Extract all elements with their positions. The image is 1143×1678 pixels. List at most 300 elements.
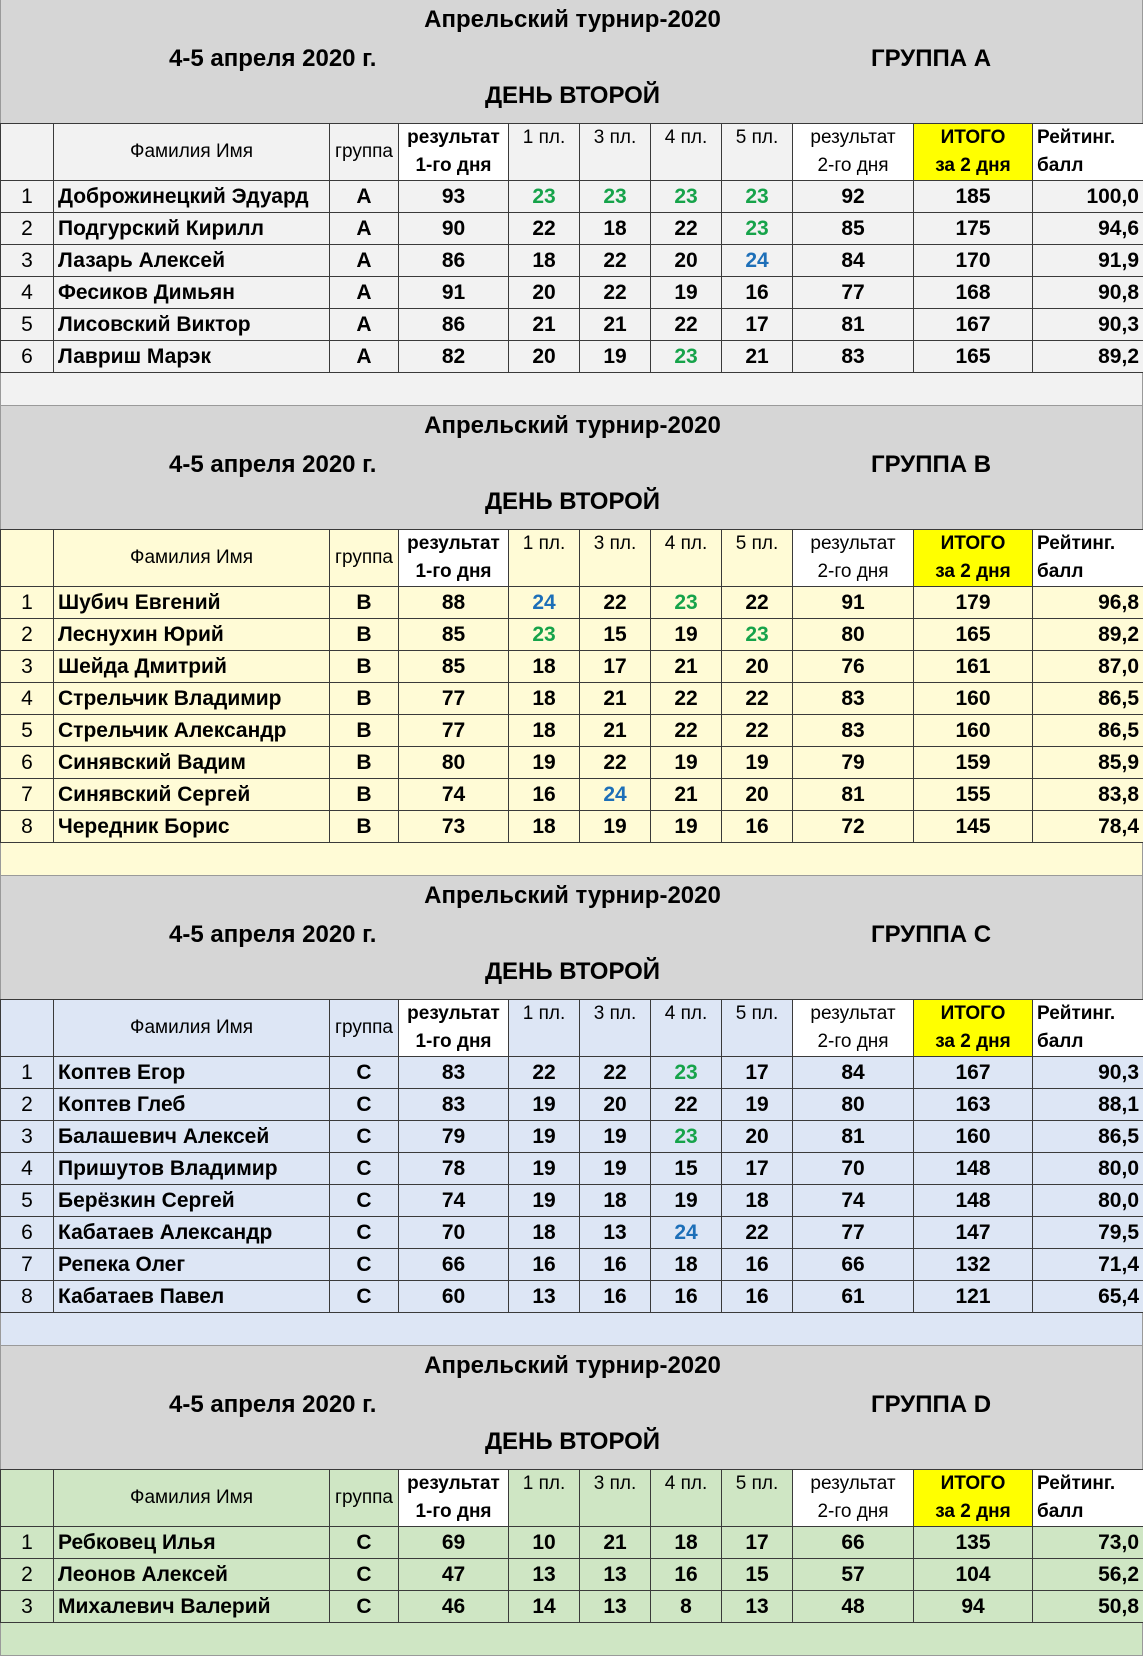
- row-index: 1: [1, 1527, 54, 1559]
- header-p1: [509, 1000, 580, 1057]
- day2-result: 57: [793, 1559, 914, 1591]
- player-group: С: [330, 1527, 399, 1559]
- header-index: [1, 124, 54, 181]
- header-p5: [722, 530, 793, 587]
- rating-score: 94,6: [1033, 213, 1143, 245]
- rating-score: 86,5: [1033, 1121, 1143, 1153]
- header-name: [54, 1470, 330, 1527]
- player-group: B: [330, 747, 399, 779]
- header-group-text: группа: [335, 547, 393, 568]
- group-label: ГРУППА С: [871, 921, 992, 948]
- tournament-title: Апрельский турнир-2020: [424, 6, 721, 33]
- place5-score: 19: [722, 747, 793, 779]
- day2-result: 74: [793, 1185, 914, 1217]
- table-row: [1, 619, 1143, 651]
- table-row: [1, 779, 1143, 811]
- header-total-line1: ИТОГО: [940, 1003, 1006, 1024]
- header-day2-line2: 2-го дня: [817, 1501, 889, 1522]
- player-group: С: [330, 1185, 399, 1217]
- header-group: [330, 124, 399, 181]
- place3-score: 21: [580, 715, 651, 747]
- place5-score: 22: [722, 683, 793, 715]
- row-index: 7: [1, 779, 54, 811]
- day1-result: 93: [399, 181, 509, 213]
- player-group: А: [330, 213, 399, 245]
- place1-score: 13: [509, 1281, 580, 1313]
- day-label: ДЕНЬ ВТОРОЙ: [484, 958, 661, 985]
- row-index: 7: [1, 1249, 54, 1281]
- place4-score: 18: [651, 1527, 722, 1559]
- header-p4: [651, 530, 722, 587]
- header-p4-text: 4 пл.: [664, 127, 708, 148]
- header-day1-line2: 1-го дня: [415, 1501, 492, 1522]
- header-p1: [509, 124, 580, 181]
- table-header-row: [1, 124, 1143, 181]
- header-rating-line2: балл: [1037, 561, 1084, 582]
- day1-result: 90: [399, 213, 509, 245]
- header-p1-text: 1 пл.: [522, 127, 566, 148]
- total-score: 165: [914, 341, 1033, 373]
- table-row: [1, 1089, 1143, 1121]
- place1-score: 19: [509, 1121, 580, 1153]
- place1-score: 22: [509, 213, 580, 245]
- row-index: 4: [1, 277, 54, 309]
- header-day1: [399, 530, 509, 587]
- group-section-1: [0, 0, 1143, 406]
- header-p1: [509, 530, 580, 587]
- place4-score: 22: [651, 1089, 722, 1121]
- place5-score: 22: [722, 1217, 793, 1249]
- rating-score: 88,1: [1033, 1089, 1143, 1121]
- place3-score: 16: [580, 1249, 651, 1281]
- rating-score: 89,2: [1033, 619, 1143, 651]
- total-score: 104: [914, 1559, 1033, 1591]
- place3-score: 16: [580, 1281, 651, 1313]
- rating-score: 85,9: [1033, 747, 1143, 779]
- player-group: B: [330, 715, 399, 747]
- place3-score: 20: [580, 1089, 651, 1121]
- place1-score: 19: [509, 1153, 580, 1185]
- place1-score: 19: [509, 1185, 580, 1217]
- place3-score: 19: [580, 341, 651, 373]
- header-total: [914, 1470, 1033, 1527]
- player-name: Кабатаев Александр: [54, 1217, 330, 1249]
- header-total-line2: за 2 дня: [935, 1031, 1011, 1052]
- row-index: 4: [1, 683, 54, 715]
- total-score: 163: [914, 1089, 1033, 1121]
- header-total: [914, 1000, 1033, 1057]
- day2-result: 84: [793, 245, 914, 277]
- place5-score: 18: [722, 1185, 793, 1217]
- row-index: 3: [1, 1591, 54, 1623]
- day2-result: 76: [793, 651, 914, 683]
- player-name: Коптев Глеб: [54, 1089, 330, 1121]
- total-score: 135: [914, 1527, 1033, 1559]
- day1-result: 86: [399, 309, 509, 341]
- place3-score: 13: [580, 1591, 651, 1623]
- header-day2-line2: 2-го дня: [817, 155, 889, 176]
- player-name: Шейда Дмитрий: [54, 651, 330, 683]
- place4-score: 22: [651, 715, 722, 747]
- place3-score: 19: [580, 1121, 651, 1153]
- place4-score: 16: [651, 1281, 722, 1313]
- day2-result: 77: [793, 277, 914, 309]
- place4-score: 23: [651, 1057, 722, 1089]
- place5-score: 22: [722, 715, 793, 747]
- tournament-date: 4-5 апреля 2020 г.: [169, 45, 377, 72]
- group-section-2: [0, 406, 1143, 876]
- header-p1-text: 1 пл.: [522, 1003, 566, 1024]
- header-p3: [580, 1470, 651, 1527]
- player-name: Подгурский Кирилл: [54, 213, 330, 245]
- place1-score: 24: [509, 587, 580, 619]
- row-index: 8: [1, 1281, 54, 1313]
- header-p4: [651, 1470, 722, 1527]
- place4-score: 23: [651, 1121, 722, 1153]
- place5-score: 21: [722, 341, 793, 373]
- place1-score: 10: [509, 1527, 580, 1559]
- header-name: [54, 124, 330, 181]
- header-day2: [793, 530, 914, 587]
- header-p3-text: 3 пл.: [593, 127, 637, 148]
- player-name: Берёзкин Сергей: [54, 1185, 330, 1217]
- table-row: [1, 1121, 1143, 1153]
- rating-score: 91,9: [1033, 245, 1143, 277]
- player-group: B: [330, 651, 399, 683]
- group-spacer: [0, 373, 1143, 406]
- total-score: 121: [914, 1281, 1033, 1313]
- table-row: [1, 651, 1143, 683]
- header-index: [1, 1470, 54, 1527]
- place1-score: 20: [509, 277, 580, 309]
- header-p4-text: 4 пл.: [664, 1003, 708, 1024]
- player-group: А: [330, 277, 399, 309]
- place3-score: 17: [580, 651, 651, 683]
- day2-result: 48: [793, 1591, 914, 1623]
- player-group: B: [330, 779, 399, 811]
- place1-score: 18: [509, 651, 580, 683]
- player-group: B: [330, 619, 399, 651]
- rating-score: 90,3: [1033, 1057, 1143, 1089]
- place5-score: 16: [722, 277, 793, 309]
- table-row: [1, 1281, 1143, 1313]
- place5-score: 16: [722, 811, 793, 843]
- header-p5: [722, 1000, 793, 1057]
- day2-result: 66: [793, 1249, 914, 1281]
- table-row: [1, 587, 1143, 619]
- place4-score: 15: [651, 1153, 722, 1185]
- header-day2: [793, 124, 914, 181]
- results-table: [0, 529, 1143, 843]
- header-p5: [722, 1470, 793, 1527]
- table-row: [1, 1527, 1143, 1559]
- player-name: Лазарь Алексей: [54, 245, 330, 277]
- rating-score: 86,5: [1033, 683, 1143, 715]
- day2-result: 81: [793, 1121, 914, 1153]
- header-rating: [1033, 1470, 1143, 1527]
- row-index: 3: [1, 1121, 54, 1153]
- player-group: А: [330, 341, 399, 373]
- row-index: 1: [1, 587, 54, 619]
- place4-score: 20: [651, 245, 722, 277]
- header-day1-line2: 1-го дня: [415, 155, 492, 176]
- place1-score: 18: [509, 715, 580, 747]
- day2-result: 77: [793, 1217, 914, 1249]
- row-index: 5: [1, 715, 54, 747]
- row-index: 4: [1, 1153, 54, 1185]
- rating-score: 83,8: [1033, 779, 1143, 811]
- header-p3-text: 3 пл.: [593, 1473, 637, 1494]
- place5-score: 19: [722, 1089, 793, 1121]
- header-day2-line1: результат: [810, 127, 896, 148]
- place3-score: 23: [580, 181, 651, 213]
- row-index: 3: [1, 245, 54, 277]
- place4-score: 21: [651, 651, 722, 683]
- place4-score: 8: [651, 1591, 722, 1623]
- rating-score: 71,4: [1033, 1249, 1143, 1281]
- player-group: С: [330, 1153, 399, 1185]
- place1-score: 20: [509, 341, 580, 373]
- total-score: 167: [914, 1057, 1033, 1089]
- total-score: 94: [914, 1591, 1033, 1623]
- rating-score: 80,0: [1033, 1153, 1143, 1185]
- header-group-text: группа: [335, 141, 393, 162]
- rating-score: 80,0: [1033, 1185, 1143, 1217]
- rating-score: 73,0: [1033, 1527, 1143, 1559]
- rating-score: 90,8: [1033, 277, 1143, 309]
- total-score: 160: [914, 1121, 1033, 1153]
- header-rating: [1033, 530, 1143, 587]
- group-section-3: [0, 876, 1143, 1346]
- header-p3: [580, 124, 651, 181]
- total-score: 160: [914, 683, 1033, 715]
- total-score: 185: [914, 181, 1033, 213]
- day2-result: 91: [793, 587, 914, 619]
- place1-score: 16: [509, 779, 580, 811]
- results-table: [0, 123, 1143, 373]
- day2-result: 61: [793, 1281, 914, 1313]
- row-index: 2: [1, 1559, 54, 1591]
- header-total-line1: ИТОГО: [940, 127, 1006, 148]
- header-index: [1, 1000, 54, 1057]
- header-rating-line1: Рейтинг.: [1037, 533, 1116, 554]
- header-day2: [793, 1000, 914, 1057]
- day1-result: 47: [399, 1559, 509, 1591]
- header-total-line1: ИТОГО: [940, 1473, 1006, 1494]
- day2-result: 66: [793, 1527, 914, 1559]
- player-name: Шубич Евгений: [54, 587, 330, 619]
- group-label: ГРУППА D: [871, 1391, 992, 1418]
- day1-result: 79: [399, 1121, 509, 1153]
- header-day1-line1: результат: [407, 1003, 500, 1024]
- place4-score: 19: [651, 1185, 722, 1217]
- header-name: [54, 1000, 330, 1057]
- place5-score: 17: [722, 309, 793, 341]
- total-score: 159: [914, 747, 1033, 779]
- tournament-date: 4-5 апреля 2020 г.: [169, 1391, 377, 1418]
- header-total: [914, 124, 1033, 181]
- place1-score: 18: [509, 1217, 580, 1249]
- place5-score: 15: [722, 1559, 793, 1591]
- header-day1-line1: результат: [407, 1473, 500, 1494]
- header-group: [330, 1000, 399, 1057]
- player-name: Лавриш Марэк: [54, 341, 330, 373]
- row-index: 8: [1, 811, 54, 843]
- player-name: Кабатаев Павел: [54, 1281, 330, 1313]
- header-total: [914, 530, 1033, 587]
- player-name: Леснухин Юрий: [54, 619, 330, 651]
- rating-score: 79,5: [1033, 1217, 1143, 1249]
- header-group: [330, 1470, 399, 1527]
- total-score: 148: [914, 1153, 1033, 1185]
- table-row: [1, 715, 1143, 747]
- day1-result: 83: [399, 1089, 509, 1121]
- row-index: 1: [1, 181, 54, 213]
- player-group: С: [330, 1281, 399, 1313]
- tournament-title: Апрельский турнир-2020: [424, 882, 721, 909]
- group-header: [0, 0, 1143, 123]
- header-index: [1, 530, 54, 587]
- tournament-title: Апрельский турнир-2020: [424, 1352, 721, 1379]
- total-score: 161: [914, 651, 1033, 683]
- player-group: B: [330, 811, 399, 843]
- header-rating-line1: Рейтинг.: [1037, 1003, 1116, 1024]
- place1-score: 23: [509, 181, 580, 213]
- total-score: 168: [914, 277, 1033, 309]
- place5-score: 17: [722, 1153, 793, 1185]
- rating-score: 96,8: [1033, 587, 1143, 619]
- place4-score: 22: [651, 683, 722, 715]
- day1-result: 60: [399, 1281, 509, 1313]
- rating-score: 56,2: [1033, 1559, 1143, 1591]
- row-index: 1: [1, 1057, 54, 1089]
- table-header-row: [1, 1470, 1143, 1527]
- player-name: Стрельчик Владимир: [54, 683, 330, 715]
- place4-score: 19: [651, 811, 722, 843]
- player-name: Синявский Вадим: [54, 747, 330, 779]
- table-row: [1, 1153, 1143, 1185]
- day1-result: 70: [399, 1217, 509, 1249]
- header-day1: [399, 124, 509, 181]
- total-score: 167: [914, 309, 1033, 341]
- place4-score: 23: [651, 587, 722, 619]
- header-total-line2: за 2 дня: [935, 561, 1011, 582]
- player-name: Репека Олег: [54, 1249, 330, 1281]
- rating-score: 89,2: [1033, 341, 1143, 373]
- header-p3-text: 3 пл.: [593, 533, 637, 554]
- place5-score: 17: [722, 1527, 793, 1559]
- header-total-line2: за 2 дня: [935, 1501, 1011, 1522]
- total-score: 145: [914, 811, 1033, 843]
- player-group: С: [330, 1057, 399, 1089]
- table-row: [1, 245, 1143, 277]
- rating-score: 50,8: [1033, 1591, 1143, 1623]
- player-name: Фесиков Димьян: [54, 277, 330, 309]
- day-label: ДЕНЬ ВТОРОЙ: [484, 1428, 661, 1455]
- day1-result: 85: [399, 651, 509, 683]
- total-score: 155: [914, 779, 1033, 811]
- day1-result: 91: [399, 277, 509, 309]
- table-row: [1, 341, 1143, 373]
- player-name: Коптев Егор: [54, 1057, 330, 1089]
- header-rating-line1: Рейтинг.: [1037, 1473, 1116, 1494]
- row-index: 5: [1, 309, 54, 341]
- place3-score: 18: [580, 213, 651, 245]
- player-name: Михалевич Валерий: [54, 1591, 330, 1623]
- day1-result: 69: [399, 1527, 509, 1559]
- day1-result: 83: [399, 1057, 509, 1089]
- place5-score: 24: [722, 245, 793, 277]
- day2-result: 85: [793, 213, 914, 245]
- header-p3: [580, 1000, 651, 1057]
- day1-result: 74: [399, 779, 509, 811]
- place4-score: 23: [651, 341, 722, 373]
- day2-result: 83: [793, 683, 914, 715]
- group-section-4: [0, 1346, 1143, 1656]
- table-row: [1, 181, 1143, 213]
- place1-score: 18: [509, 683, 580, 715]
- header-rating: [1033, 124, 1143, 181]
- player-group: С: [330, 1559, 399, 1591]
- place3-score: 18: [580, 1185, 651, 1217]
- place3-score: 22: [580, 1057, 651, 1089]
- place1-score: 18: [509, 245, 580, 277]
- header-day1-line1: результат: [407, 533, 500, 554]
- header-p1-text: 1 пл.: [522, 533, 566, 554]
- header-p3-text: 3 пл.: [593, 1003, 637, 1024]
- place3-score: 22: [580, 747, 651, 779]
- header-p4-text: 4 пл.: [664, 1473, 708, 1494]
- player-name: Пришутов Владимир: [54, 1153, 330, 1185]
- rating-score: 90,3: [1033, 309, 1143, 341]
- total-score: 147: [914, 1217, 1033, 1249]
- header-p4-text: 4 пл.: [664, 533, 708, 554]
- header-name: [54, 530, 330, 587]
- day1-result: 80: [399, 747, 509, 779]
- row-index: 6: [1, 341, 54, 373]
- row-index: 5: [1, 1185, 54, 1217]
- header-day2-line1: результат: [810, 1473, 896, 1494]
- header-day1-line2: 1-го дня: [415, 1031, 492, 1052]
- row-index: 3: [1, 651, 54, 683]
- header-group-text: группа: [335, 1487, 393, 1508]
- header-name-text: Фамилия Имя: [130, 1487, 253, 1508]
- player-group: С: [330, 1591, 399, 1623]
- table-row: [1, 1591, 1143, 1623]
- place3-score: 19: [580, 811, 651, 843]
- place3-score: 13: [580, 1217, 651, 1249]
- row-index: 6: [1, 747, 54, 779]
- player-group: С: [330, 1217, 399, 1249]
- place4-score: 23: [651, 181, 722, 213]
- place5-score: 20: [722, 779, 793, 811]
- place4-score: 19: [651, 619, 722, 651]
- header-day2-line2: 2-го дня: [817, 561, 889, 582]
- table-row: [1, 683, 1143, 715]
- place4-score: 21: [651, 779, 722, 811]
- day1-result: 74: [399, 1185, 509, 1217]
- place3-score: 24: [580, 779, 651, 811]
- table-row: [1, 747, 1143, 779]
- day1-result: 86: [399, 245, 509, 277]
- tournament-title: Апрельский турнир-2020: [424, 412, 721, 439]
- day1-result: 78: [399, 1153, 509, 1185]
- place5-score: 16: [722, 1281, 793, 1313]
- day2-result: 80: [793, 1089, 914, 1121]
- place3-score: 13: [580, 1559, 651, 1591]
- day2-result: 70: [793, 1153, 914, 1185]
- day1-result: 77: [399, 715, 509, 747]
